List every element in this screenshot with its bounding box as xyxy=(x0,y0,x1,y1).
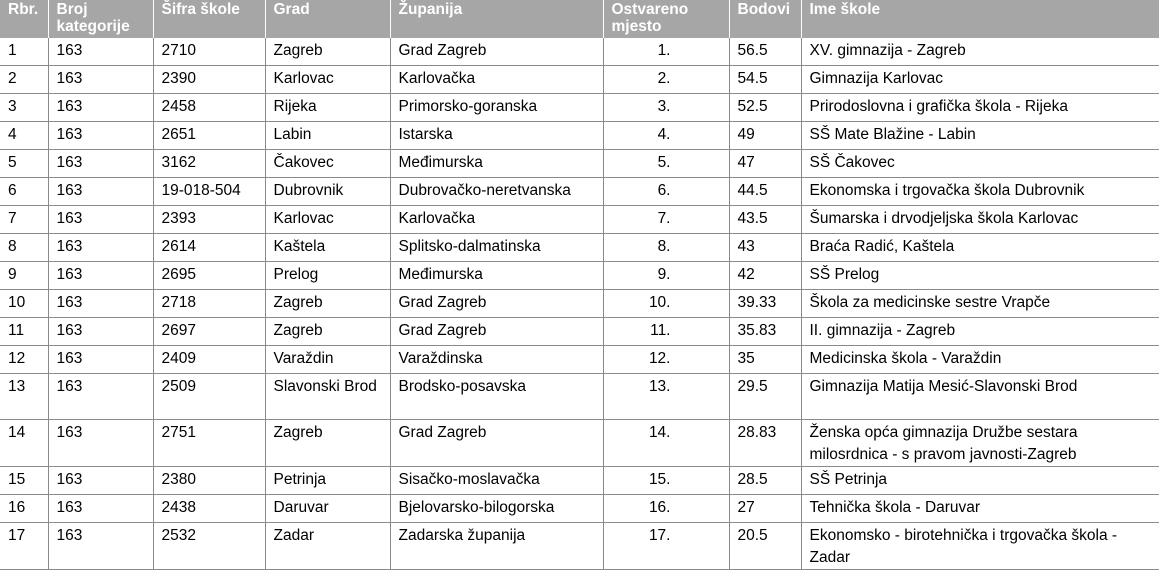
cell-sifra-skole: 2651 xyxy=(153,122,265,150)
cell-sifra-skole: 2509 xyxy=(153,374,265,420)
table-row xyxy=(0,346,1159,374)
cell-ime-skole: SŠ Mate Blažine - Labin xyxy=(801,122,1159,150)
cell-bodovi: 28.5 xyxy=(729,467,801,495)
cell-broj-kategorije: 163 xyxy=(48,122,153,150)
cell-broj-kategorije: 163 xyxy=(48,234,153,262)
cell-bodovi: 29.5 xyxy=(729,374,801,420)
cell-sifra-skole: 2409 xyxy=(153,346,265,374)
cell-bodovi: 43 xyxy=(729,234,801,262)
cell-rbr: 11 xyxy=(0,318,48,346)
table-row xyxy=(0,122,1159,150)
cell-sifra-skole: 2438 xyxy=(153,495,265,523)
table-row xyxy=(0,523,1159,570)
cell-grad: Zadar xyxy=(265,523,390,570)
cell-ime-skole: II. gimnazija - Zagreb xyxy=(801,318,1159,346)
cell-broj-kategorije: 163 xyxy=(48,150,153,178)
cell-zupanija: Zadarska županija xyxy=(390,523,603,570)
cell-broj-kategorije: 163 xyxy=(48,495,153,523)
table-body xyxy=(0,38,1159,570)
cell-rbr: 16 xyxy=(0,495,48,523)
table-row xyxy=(0,495,1159,523)
cell-ime-skole: Škola za medicinske sestre Vrapče xyxy=(801,290,1159,318)
cell-ostvareno-mjesto: 4. xyxy=(603,122,729,150)
cell-rbr: 13 xyxy=(0,374,48,420)
cell-ime-skole: XV. gimnazija - Zagreb xyxy=(801,38,1159,66)
cell-sifra-skole: 2697 xyxy=(153,318,265,346)
cell-ostvareno-mjesto: 7. xyxy=(603,206,729,234)
cell-broj-kategorije: 163 xyxy=(48,178,153,206)
cell-ostvareno-mjesto: 1. xyxy=(603,38,729,66)
header-grad: Grad xyxy=(265,0,390,38)
cell-ime-skole: Gimnazija Matija Mesić-Slavonski Brod xyxy=(801,374,1159,420)
table-row xyxy=(0,467,1159,495)
cell-sifra-skole: 2390 xyxy=(153,66,265,94)
cell-grad: Karlovac xyxy=(265,206,390,234)
cell-broj-kategorije: 163 xyxy=(48,346,153,374)
cell-bodovi: 44.5 xyxy=(729,178,801,206)
cell-bodovi: 56.5 xyxy=(729,38,801,66)
cell-ostvareno-mjesto: 15. xyxy=(603,467,729,495)
header-zupanija: Županija xyxy=(390,0,603,38)
cell-sifra-skole: 2695 xyxy=(153,262,265,290)
cell-bodovi: 28.83 xyxy=(729,420,801,467)
table-row xyxy=(0,150,1159,178)
cell-broj-kategorije: 163 xyxy=(48,66,153,94)
cell-rbr: 5 xyxy=(0,150,48,178)
cell-bodovi: 35 xyxy=(729,346,801,374)
cell-rbr: 2 xyxy=(0,66,48,94)
cell-zupanija: Međimurska xyxy=(390,150,603,178)
cell-grad: Prelog xyxy=(265,262,390,290)
cell-zupanija: Splitsko-dalmatinska xyxy=(390,234,603,262)
cell-broj-kategorije: 163 xyxy=(48,206,153,234)
table-row xyxy=(0,94,1159,122)
cell-rbr: 1 xyxy=(0,38,48,66)
cell-zupanija: Sisačko-moslavačka xyxy=(390,467,603,495)
cell-grad: Petrinja xyxy=(265,467,390,495)
header-broj-kategorije: Broj kategorije xyxy=(48,0,153,38)
cell-bodovi: 54.5 xyxy=(729,66,801,94)
cell-broj-kategorije: 163 xyxy=(48,523,153,570)
cell-rbr: 12 xyxy=(0,346,48,374)
cell-grad: Dubrovnik xyxy=(265,178,390,206)
cell-sifra-skole: 2380 xyxy=(153,467,265,495)
cell-broj-kategorije: 163 xyxy=(48,318,153,346)
cell-grad: Karlovac xyxy=(265,66,390,94)
cell-bodovi: 42 xyxy=(729,262,801,290)
cell-broj-kategorije: 163 xyxy=(48,420,153,467)
cell-sifra-skole: 2710 xyxy=(153,38,265,66)
cell-zupanija: Bjelovarsko-bilogorska xyxy=(390,495,603,523)
cell-grad: Zagreb xyxy=(265,318,390,346)
cell-zupanija: Grad Zagreb xyxy=(390,318,603,346)
cell-grad: Labin xyxy=(265,122,390,150)
cell-broj-kategorije: 163 xyxy=(48,374,153,420)
cell-ostvareno-mjesto: 5. xyxy=(603,150,729,178)
cell-rbr: 14 xyxy=(0,420,48,467)
cell-grad: Kaštela xyxy=(265,234,390,262)
cell-zupanija: Brodsko-posavska xyxy=(390,374,603,420)
cell-ime-skole: Braća Radić, Kaštela xyxy=(801,234,1159,262)
cell-rbr: 10 xyxy=(0,290,48,318)
table-row xyxy=(0,420,1159,467)
cell-rbr: 4 xyxy=(0,122,48,150)
cell-grad: Varaždin xyxy=(265,346,390,374)
cell-bodovi: 47 xyxy=(729,150,801,178)
table-row xyxy=(0,374,1159,420)
cell-rbr: 17 xyxy=(0,523,48,570)
cell-sifra-skole: 2751 xyxy=(153,420,265,467)
cell-zupanija: Međimurska xyxy=(390,262,603,290)
cell-broj-kategorije: 163 xyxy=(48,262,153,290)
cell-ostvareno-mjesto: 6. xyxy=(603,178,729,206)
cell-ime-skole: Prirodoslovna i grafička škola - Rijeka xyxy=(801,94,1159,122)
cell-ostvareno-mjesto: 16. xyxy=(603,495,729,523)
table-row xyxy=(0,318,1159,346)
cell-ime-skole: Ženska opća gimnazija Družbe sestara milosrdnica - s pravom javnosti-Zagreb xyxy=(801,420,1159,467)
cell-grad: Zagreb xyxy=(265,38,390,66)
header-ime-skole: Ime škole xyxy=(801,0,1159,38)
cell-zupanija: Karlovačka xyxy=(390,66,603,94)
cell-grad: Rijeka xyxy=(265,94,390,122)
cell-zupanija: Karlovačka xyxy=(390,206,603,234)
table-row xyxy=(0,38,1159,66)
cell-zupanija: Grad Zagreb xyxy=(390,290,603,318)
cell-rbr: 3 xyxy=(0,94,48,122)
cell-rbr: 9 xyxy=(0,262,48,290)
table-row xyxy=(0,290,1159,318)
cell-grad: Zagreb xyxy=(265,420,390,467)
cell-ime-skole: SŠ Prelog xyxy=(801,262,1159,290)
cell-sifra-skole: 2614 xyxy=(153,234,265,262)
cell-bodovi: 39.33 xyxy=(729,290,801,318)
cell-bodovi: 52.5 xyxy=(729,94,801,122)
cell-ime-skole: Šumarska i drvodjeljska škola Karlovac xyxy=(801,206,1159,234)
table-row xyxy=(0,206,1159,234)
cell-rbr: 6 xyxy=(0,178,48,206)
cell-zupanija: Grad Zagreb xyxy=(390,38,603,66)
cell-rbr: 7 xyxy=(0,206,48,234)
cell-broj-kategorije: 163 xyxy=(48,38,153,66)
cell-ostvareno-mjesto: 12. xyxy=(603,346,729,374)
cell-sifra-skole: 2532 xyxy=(153,523,265,570)
cell-ostvareno-mjesto: 13. xyxy=(603,374,729,420)
header-rbr: Rbr. xyxy=(0,0,48,38)
cell-ime-skole: Ekonomsko - birotehnička i trgovačka škola - Zadar xyxy=(801,523,1159,570)
cell-broj-kategorije: 163 xyxy=(48,94,153,122)
header-sifra-skole: Šifra škole xyxy=(153,0,265,38)
header-bodovi: Bodovi xyxy=(729,0,801,38)
cell-sifra-skole: 3162 xyxy=(153,150,265,178)
table-row xyxy=(0,66,1159,94)
cell-broj-kategorije: 163 xyxy=(48,290,153,318)
cell-ostvareno-mjesto: 10. xyxy=(603,290,729,318)
table-header xyxy=(0,0,1159,38)
cell-bodovi: 49 xyxy=(729,122,801,150)
cell-ostvareno-mjesto: 14. xyxy=(603,420,729,467)
cell-sifra-skole: 2458 xyxy=(153,94,265,122)
cell-grad: Čakovec xyxy=(265,150,390,178)
cell-sifra-skole: 2393 xyxy=(153,206,265,234)
table-row xyxy=(0,234,1159,262)
table-row xyxy=(0,178,1159,206)
cell-ime-skole: Gimnazija Karlovac xyxy=(801,66,1159,94)
cell-zupanija: Varaždinska xyxy=(390,346,603,374)
cell-grad: Zagreb xyxy=(265,290,390,318)
header-ostvareno-mjesto: Ostvareno mjesto xyxy=(603,0,729,38)
cell-rbr: 15 xyxy=(0,467,48,495)
cell-ostvareno-mjesto: 17. xyxy=(603,523,729,570)
table-row xyxy=(0,262,1159,290)
cell-ostvareno-mjesto: 2. xyxy=(603,66,729,94)
cell-zupanija: Istarska xyxy=(390,122,603,150)
cell-sifra-skole: 2718 xyxy=(153,290,265,318)
cell-zupanija: Grad Zagreb xyxy=(390,420,603,467)
cell-rbr: 8 xyxy=(0,234,48,262)
cell-ime-skole: Medicinska škola - Varaždin xyxy=(801,346,1159,374)
cell-ostvareno-mjesto: 9. xyxy=(603,262,729,290)
cell-zupanija: Primorsko-goranska xyxy=(390,94,603,122)
cell-zupanija: Dubrovačko-neretvanska xyxy=(390,178,603,206)
cell-ostvareno-mjesto: 3. xyxy=(603,94,729,122)
cell-bodovi: 27 xyxy=(729,495,801,523)
cell-ime-skole: Ekonomska i trgovačka škola Dubrovnik xyxy=(801,178,1159,206)
cell-ostvareno-mjesto: 11. xyxy=(603,318,729,346)
cell-bodovi: 35.83 xyxy=(729,318,801,346)
cell-ostvareno-mjesto: 8. xyxy=(603,234,729,262)
cell-sifra-skole: 19-018-504 xyxy=(153,178,265,206)
cell-ime-skole: Tehnička škola - Daruvar xyxy=(801,495,1159,523)
cell-grad: Slavonski Brod xyxy=(265,374,390,420)
cell-broj-kategorije: 163 xyxy=(48,467,153,495)
header-row xyxy=(0,0,1159,38)
cell-bodovi: 43.5 xyxy=(729,206,801,234)
cell-ime-skole: SŠ Čakovec xyxy=(801,150,1159,178)
cell-ime-skole: SŠ Petrinja xyxy=(801,467,1159,495)
cell-grad: Daruvar xyxy=(265,495,390,523)
cell-bodovi: 20.5 xyxy=(729,523,801,570)
